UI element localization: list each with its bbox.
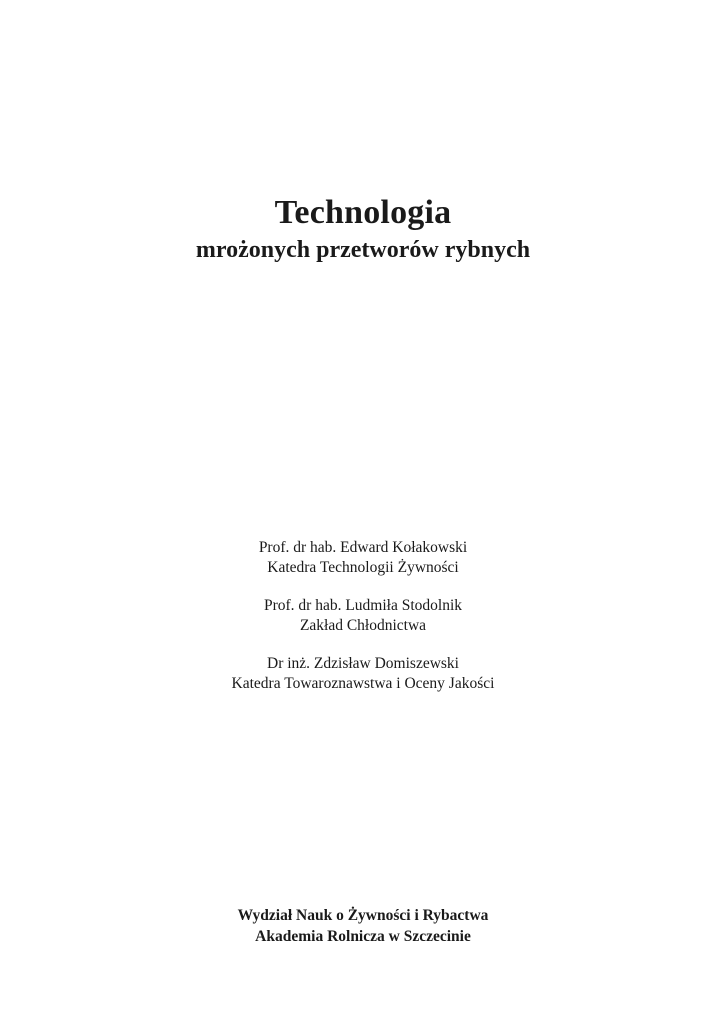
author-affiliation: Katedra Towaroznawstwa i Oceny Jakości <box>231 675 495 692</box>
author-affiliation: Katedra Technologii Żywności <box>267 559 459 576</box>
book-title: Technologia <box>274 194 452 231</box>
author-name: Dr inż. Zdzisław Domiszewski <box>267 655 459 672</box>
university-name: Akademia Rolnicza w Szczecinie <box>255 928 471 945</box>
author-name: Prof. dr hab. Edward Kołakowski <box>258 539 468 556</box>
author-name: Prof. dr hab. Ludmiła Stodolnik <box>263 597 463 614</box>
institution-block <box>0 905 726 947</box>
title-block <box>0 192 726 266</box>
authors-list <box>0 538 726 712</box>
author-entry <box>0 538 726 578</box>
author-entry <box>0 596 726 636</box>
book-subtitle: mrożonych przetworów rybnych <box>195 237 531 263</box>
author-entry <box>0 654 726 694</box>
author-affiliation: Zakład Chłodnictwa <box>299 617 427 634</box>
faculty-name: Wydział Nauk o Żywności i Rybactwa <box>237 907 489 924</box>
